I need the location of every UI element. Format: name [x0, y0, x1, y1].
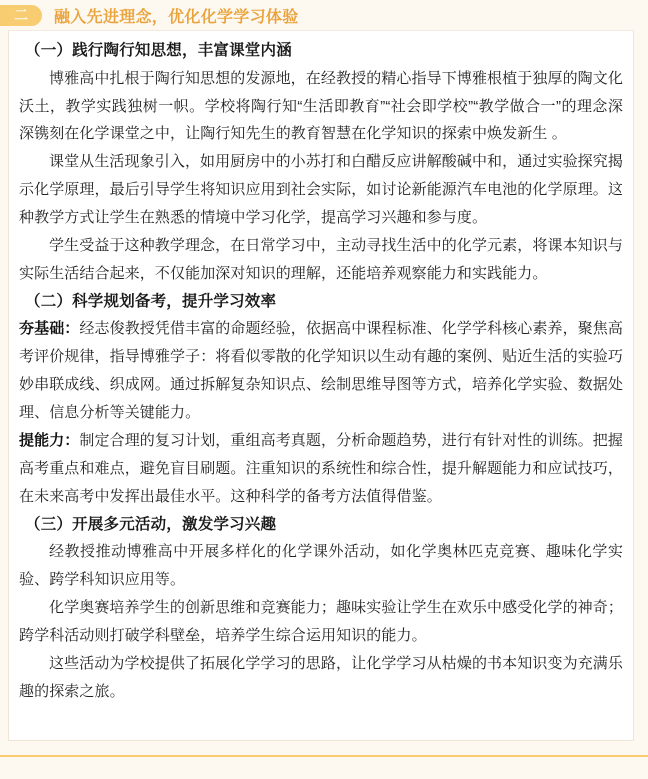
paragraph: [19, 427, 623, 511]
paragraph: 化学奥赛培养学生的创新思维和竞赛能力；趣味实验让学生在欢乐中感受化学的神奇；跨学科活动则打破学科壁垒，培养学生综合运用知识的能力。: [19, 599, 623, 644]
paragraph-text: 经志俊教授凭借丰富的命题经验，依据高中课程标准、化学学科核心素养，聚焦高考评价规律，指导博雅学子：将看似零散的化学知识以生动有趣的案例、贴近生活的实验巧妙串联成线、织成网。通过拆解复杂知识点、绘制思维导图等方式，培养化学实验、数据处理、信息分析等关键能力。: [19, 320, 624, 422]
footer-zone: [0, 741, 648, 779]
paragraph: 经教授推动博雅高中开展多样化的化学课外活动，如化学奥林匹克竞赛、趣味化学实验、跨学科知识应用等。: [19, 543, 623, 589]
paragraph-text: 制定合理的复习计划，重组高考真题，分析命题趋势，进行有针对性的训练。把握高考重点和难点，避免盲目刷题。注重知识的系统性和综合性，提升解题能力和应试技巧，在未来高考中发挥出最佳水平。这种科学的备考方法值得借鉴。: [19, 432, 624, 505]
paragraph: [19, 315, 623, 427]
document-body: [8, 30, 634, 741]
content-wrapper: [0, 30, 648, 741]
section-number-label: 二: [14, 7, 28, 23]
paragraph: 博雅高中扎根于陶行知思想的发源地，在经教授的精心指导下博雅根植于独厚的陶文化沃土，教学实践独树一帜。学校将陶行知“生活即教育”“社会即学校”“教学做合一”的理念深深镌刻在化学课堂之中，让陶行知先生的教育智慧在化学知识的探索中焕发新生 。: [19, 69, 623, 143]
paragraph: 学生受益于这种教学理念，在日常学习中，主动寻找生活中的化学元素，将课本知识与实际生活结合起来，不仅能加深对知识的理解，还能培养观察能力和实践能力。: [19, 237, 623, 282]
paragraph: 课堂从生活现象引入，如用厨房中的小苏打和白醋反应讲解酸碱中和，通过实验探究揭示化学原理，最后引导学生将知识应用到社会实际，如讨论新能源汽车电池的化学原理。这种教学方式让学生在熟悉的情境中学习化学，提高学习兴趣和参与度。: [19, 153, 624, 227]
subsection-heading-2: （二）科学规划备考，提升学习效率: [25, 292, 277, 310]
paragraph: 这些活动为学校提供了拓展化学学习的思路，让化学学习从枯燥的书本知识变为充满乐趣的探索之旅。: [19, 654, 623, 700]
section-header-band: [0, 0, 648, 30]
subsection-heading-3: （三）开展多元活动，激发学习兴趣: [25, 515, 277, 533]
section-title: 融入先进理念，优化化学学习体验: [54, 8, 299, 26]
paragraph-lead-label: 夯基础：: [19, 320, 80, 338]
section-number-badge: [0, 5, 42, 26]
footer-spacer: [0, 757, 648, 779]
paragraph-lead-label: 提能力：: [19, 432, 80, 449]
subsection-heading-1: （一）践行陶行知思想，丰富课堂内涵: [25, 42, 292, 59]
